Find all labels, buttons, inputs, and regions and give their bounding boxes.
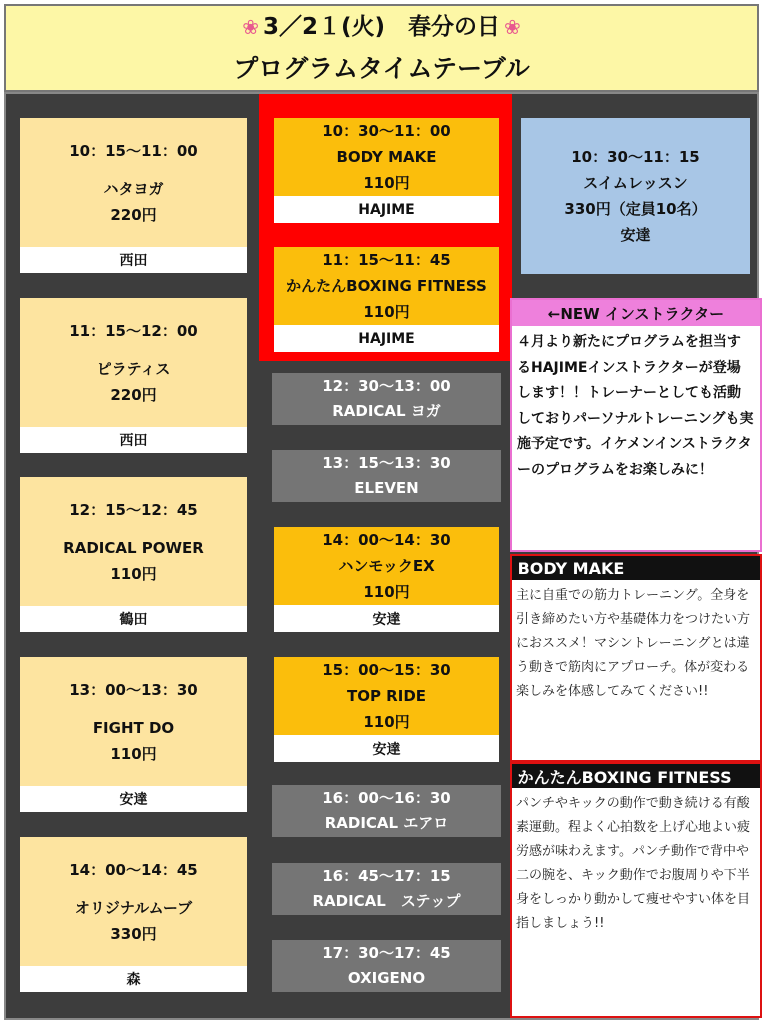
program-time: 17：30〜17：45 [322,944,451,962]
program-time: 10：30〜11：15 [571,148,700,166]
program-name: ピラティス [96,359,171,378]
program-name: FIGHT DO [92,718,175,737]
new-instructor-notice [510,298,762,552]
program-name: スイムレッスン [583,174,688,192]
program-card-radical-power[interactable] [20,477,247,632]
flower-icon: ❀ [242,15,259,39]
program-time: 11：15〜12：00 [69,321,198,340]
body-make-description [510,554,762,762]
program-instructor: 安達 [620,226,651,244]
program-price: 110円 [363,303,410,321]
program-card-original-move[interactable] [20,837,247,992]
program-instructor: 安達 [20,786,247,812]
boxing-description [510,762,762,1018]
program-time: 12：30〜13：00 [322,377,451,395]
program-instructor: 安達 [274,735,499,762]
boxing-text: パンチやキックの動作で動き続ける有酸素運動。程よく心拍数を上げ心地よい疲労感が味わえます。パンチ動作で背中や二の腕を、キック動作でお腹周りや下半身をしっかり動かして痩せやすい体を目指しましょう!! [516,796,751,931]
program-name: BODY MAKE [336,148,437,166]
program-card-pilates[interactable] [20,298,247,453]
program-instructor: 安達 [274,605,499,632]
program-time: 12：15〜12：45 [69,500,198,519]
program-instructor: 西田 [20,247,247,273]
program-name: ELEVEN [354,479,419,497]
program-card-hatha-yoga[interactable] [20,118,247,273]
new-instructor-text: ４月より新たにプログラムを担当するHAJIMEインストラクターが登場します！！トレーナーとしても活動しておりパーソナルトレーニングも実施予定です。イケメンインストラクターのプログラムをお楽しみに！ [517,334,754,478]
program-time: 13：00〜13：30 [69,680,198,699]
body-make-text: 主に自重での筋力トレーニング。全身を引き締めたい方や基礎体力をつけたい方におススメ！マシントレーニングとは違う動きで筋肉にアプローチ。体が変わる楽しみを体感してみてください!! [516,588,751,699]
program-card-swim-lesson[interactable] [521,118,750,274]
program-instructor: 鶴田 [20,606,247,632]
page-title-date: 3／2１(火) 春分の日 [262,14,501,40]
program-card-boxing-fitness[interactable] [274,247,499,352]
program-card-body-make[interactable] [274,118,499,223]
body-make-title: BODY MAKE [512,556,760,580]
program-card-top-ride[interactable] [274,657,499,762]
program-name: RADICAL エアロ [324,814,449,832]
program-time: 14：00〜14：30 [322,531,451,549]
program-price: 110円 [363,583,410,601]
program-price: 330円（定員10名） [564,200,707,218]
new-instructor-title: ←NEW インストラクター [512,300,760,326]
program-card-radical-step[interactable] [272,863,501,915]
program-name: かんたんBOXING FITNESS [286,277,487,295]
program-name: RADICAL ヨガ [332,402,441,420]
program-card-radical-yoga[interactable] [272,373,501,425]
program-price: 110円 [363,174,410,192]
program-name: RADICAL ステップ [312,892,461,910]
program-name: OXIGENO [347,969,426,987]
program-price: 110円 [110,744,157,763]
program-price: 220円 [110,205,157,224]
program-time: 11：15〜11：45 [322,251,451,269]
timetable-board [4,92,759,1020]
program-instructor: 森 [20,966,247,992]
program-price: 220円 [110,385,157,404]
program-card-fight-do[interactable] [20,657,247,812]
program-name: ハタヨガ [103,179,164,198]
program-card-radical-aero[interactable] [272,785,501,837]
flower-icon: ❀ [504,15,521,39]
program-card-oxigeno[interactable] [272,940,501,992]
program-time: 14：00〜14：45 [69,860,198,879]
program-time: 10：15〜11：00 [69,141,198,160]
program-time: 10：30〜11：00 [322,122,451,140]
program-card-eleven[interactable] [272,450,501,502]
page-header [4,4,759,92]
program-name: RADICAL POWER [63,538,204,557]
program-name: TOP RIDE [346,687,427,705]
page-title: プログラムタイムテーブル [233,54,530,83]
program-price: 330円 [110,924,157,943]
program-time: 15：00〜15：30 [322,661,451,679]
program-instructor: 西田 [20,427,247,453]
program-price: 110円 [110,564,157,583]
boxing-title: かんたんBOXING FITNESS [512,764,760,788]
program-time: 16：45〜17：15 [322,867,451,885]
program-instructor: HAJIME [274,325,499,352]
program-time: 16：00〜16：30 [322,789,451,807]
program-name: ハンモックEX [338,557,435,575]
program-card-hammock-ex[interactable] [274,527,499,632]
program-instructor: HAJIME [274,196,499,223]
program-time: 13：15〜13：30 [322,454,451,472]
program-name: オリジナルムーブ [74,898,193,917]
program-price: 110円 [363,713,410,731]
